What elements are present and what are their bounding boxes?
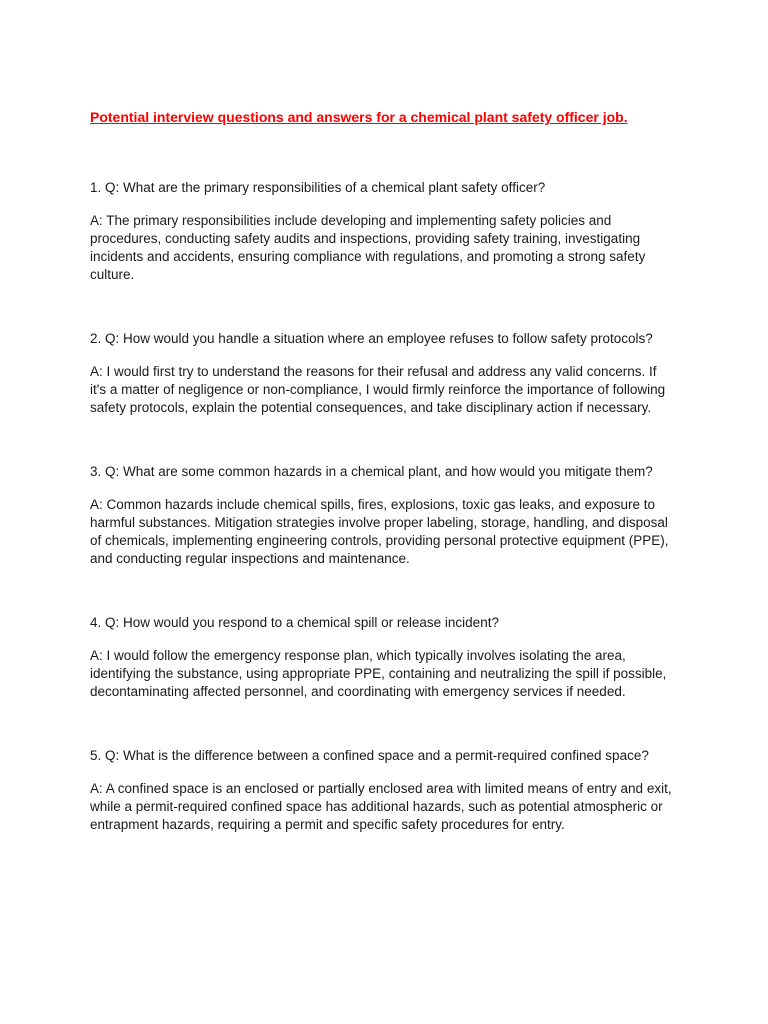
answer-text: A: I would first try to understand the reasons for their refusal and address any valid concerns. If it's a matter of negligence or non-compliance, I would firmly reinforce the importance of following safety protocols, explain the potential consequences, and take disciplinary action if necessary. bbox=[90, 364, 666, 415]
qa-item-2 bbox=[90, 330, 674, 417]
document-page bbox=[90, 108, 674, 880]
answer-text: A: I would follow the emergency response plan, which typically involves isolating the area, identifying the substance, using appropriate PPE, containing and neutralizing the spill if possible, decontaminating affected personnel, and coordinating with emergency services if needed. bbox=[90, 648, 667, 699]
question-text: 2. Q: How would you handle a situation where an employee refuses to follow safety protocols? bbox=[90, 331, 653, 346]
question-text: 1. Q: What are the primary responsibilities of a chemical plant safety officer? bbox=[90, 180, 546, 195]
question-text: 3. Q: What are some common hazards in a chemical plant, and how would you mitigate them? bbox=[90, 464, 653, 479]
answer-text: A: Common hazards include chemical spills, fires, explosions, toxic gas leaks, and exposure to harmful substances. Mitigation strategies involve proper labeling, storage, handling, and disposal of chemicals, implementing engineering controls, providing personal protective equipment (PPE), and conducting regular inspections and maintenance. bbox=[90, 497, 669, 566]
question-text: 5. Q: What is the difference between a confined space and a permit-required confined space? bbox=[90, 748, 649, 763]
qa-item-1 bbox=[90, 179, 674, 284]
document-title: Potential interview questions and answers for a chemical plant safety officer job. bbox=[90, 109, 628, 125]
qa-item-4 bbox=[90, 614, 674, 701]
qa-item-5 bbox=[90, 747, 674, 834]
question-text: 4. Q: How would you respond to a chemical spill or release incident? bbox=[90, 615, 499, 630]
answer-text: A: A confined space is an enclosed or partially enclosed area with limited means of entry and exit, while a permit-required confined space has additional hazards, such as potential atmospheric or entrapment hazards, requiring a permit and specific safety procedures for entry. bbox=[90, 781, 672, 832]
answer-text: A: The primary responsibilities include developing and implementing safety policies and procedures, conducting safety audits and inspections, providing safety training, investigating incidents and accidents, ensuring compliance with regulations, and promoting a strong safety culture. bbox=[90, 213, 646, 282]
qa-item-3 bbox=[90, 463, 674, 568]
